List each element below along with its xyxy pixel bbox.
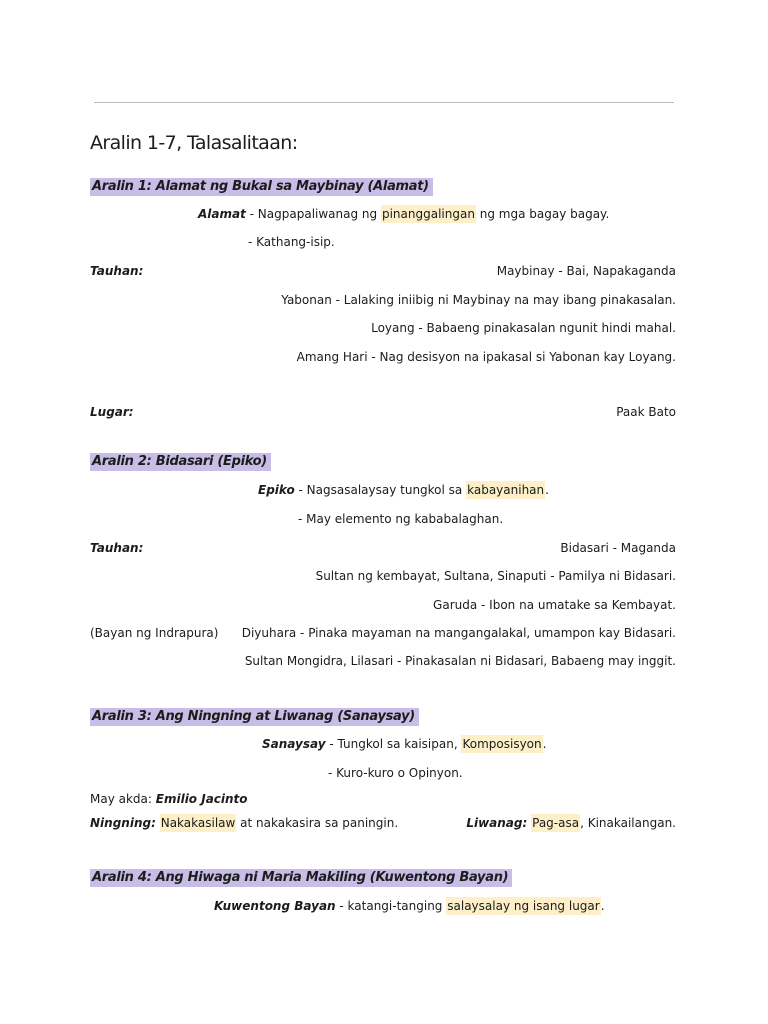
- aralin-2-sub-point: - May elemento ng kababalaghan.: [298, 512, 504, 526]
- term: Alamat: [198, 207, 246, 221]
- character-line: Loyang - Babaeng pinakasalan ngunit hindi mahal.: [371, 321, 676, 335]
- highlight: Pag-asa: [532, 816, 580, 830]
- aralin-4-heading: Aralin 4: Ang Hiwaga ni Maria Makiling (Kuwentong Bayan): [90, 869, 512, 887]
- character-line: Amang Hari - Nag desisyon na ipakasal si Yabonan kay Loyang.: [296, 350, 676, 364]
- term: Sanaysay: [262, 737, 326, 751]
- top-divider: [94, 102, 674, 103]
- highlight: Nakakasilaw: [160, 816, 236, 830]
- page-title: Aralin 1-7, Talasalitaan:: [90, 132, 298, 154]
- author-line: May akda: Emilio Jacinto: [90, 792, 248, 806]
- place-note: (Bayan ng Indrapura): [90, 626, 219, 640]
- term: Kuwentong Bayan: [214, 899, 336, 913]
- author-name: Emilio Jacinto: [155, 792, 248, 806]
- highlight: pinanggalingan: [381, 207, 475, 221]
- highlight: Komposisyon: [462, 737, 542, 751]
- ningning-line: Ningning: Nakakasilaw at nakakasira sa paningin.: [90, 816, 399, 830]
- character-line: Sultan Mongidra, Lilasari - Pinakasalan ni Bidasari, Babaeng may inggit.: [244, 654, 676, 668]
- aralin-3-sub-point: - Kuro-kuro o Opinyon.: [328, 766, 463, 780]
- lugar-value: Paak Bato: [616, 405, 676, 419]
- aralin-1-definition: Alamat - Nagpapaliwanag ng pinanggalingan ng mga bagay bagay.: [198, 207, 610, 221]
- aralin-2-definition: Epiko - Nagsasalaysay tungkol sa kabayanihan.: [258, 483, 549, 497]
- character-line: Bidasari - Maganda: [560, 541, 676, 555]
- highlight: salaysalay ng isang lugar: [447, 899, 600, 913]
- liwanag-line: Liwanag: Pag-asa, Kinakailangan.: [466, 816, 676, 830]
- aralin-1-heading: Aralin 1: Alamat ng Bukal sa Maybinay (Alamat): [90, 178, 433, 196]
- highlight: kabayanihan: [467, 483, 545, 497]
- character-line: Maybinay - Bai, Napakaganda: [496, 264, 676, 278]
- aralin-3-heading: Aralin 3: Ang Ningning at Liwanag (Sanaysay): [90, 708, 419, 726]
- aralin-3-definition: Sanaysay - Tungkol sa kaisipan, Komposisyon.: [262, 737, 547, 751]
- aralin-4-definition: Kuwentong Bayan - katangi-tanging salaysalay ng isang lugar.: [214, 899, 605, 913]
- term: Epiko: [258, 483, 295, 497]
- tauhan-label: Tauhan:: [90, 264, 144, 278]
- character-line: Diyuhara - Pinaka mayaman na mangangalakal, umampon kay Bidasari.: [241, 626, 676, 640]
- tauhan-label: Tauhan:: [90, 541, 144, 555]
- character-line: Garuda - Ibon na umatake sa Kembayat.: [433, 598, 676, 612]
- aralin-1-sub-point: - Kathang-isip.: [248, 235, 335, 249]
- term: Ningning:: [90, 816, 156, 830]
- lugar-label: Lugar:: [90, 405, 134, 419]
- term: Liwanag:: [466, 816, 528, 830]
- character-line: Yabonan - Lalaking iniibig ni Maybinay na may ibang pinakasalan.: [281, 293, 676, 307]
- aralin-2-heading: Aralin 2: Bidasari (Epiko): [90, 453, 271, 471]
- character-line: Sultan ng kembayat, Sultana, Sinaputi - Pamilya ni Bidasari.: [315, 569, 676, 583]
